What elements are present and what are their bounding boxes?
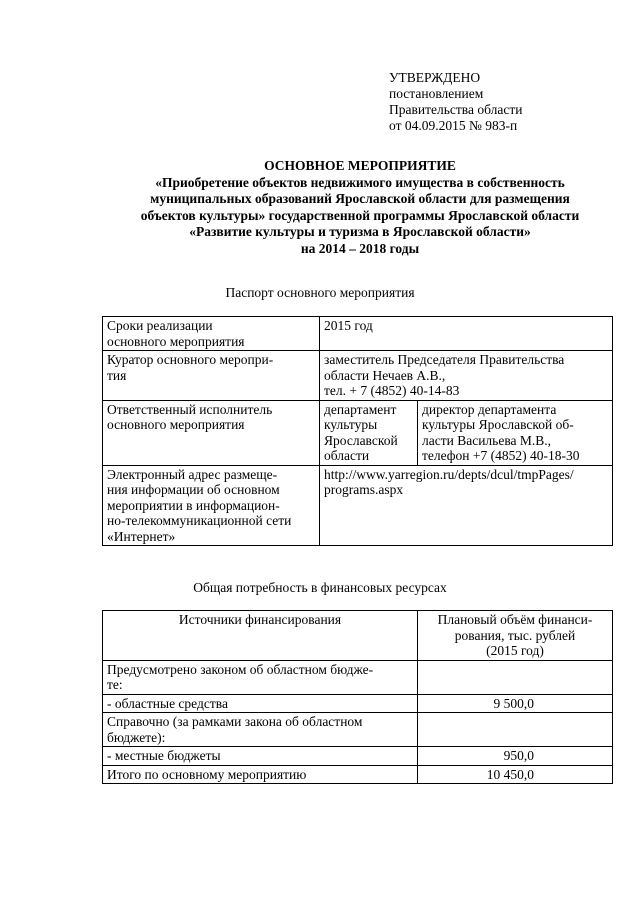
finance-table [102,610,613,784]
table-row [103,317,613,351]
approval-line: постановлением [389,86,484,101]
table-cell-amount: 9 500,0 [418,694,613,713]
table-cell-source: - местные бюджеты [103,747,418,766]
table-row [103,747,613,766]
approval-line: от 04.09.2015 № 983-п [389,118,518,133]
approval-stamp [389,70,589,134]
table-cell-label: Электронный адрес размеще- ния информации об основном мероприятии в информацион- но-телекоммуникационной сети «Интернет» [103,465,320,546]
table-cell-source: Итого по основному мероприятию [103,765,418,784]
column-header-amount: Плановый объём финанси- рования, тыс. рублей (2015 год) [418,611,613,661]
table-cell-amount: 10 450,0 [418,765,613,784]
approval-line: УТВЕРЖДЕНО [389,70,481,85]
table-header-row [103,611,613,661]
table-row-total [103,765,613,784]
url-text: programs.aspx [324,482,404,497]
title-line: ОСНОВНОЕ МЕРОПРИЯТИЕ [264,158,456,173]
approval-line: Правительства области [389,102,523,117]
column-header-source: Источники финансирования [103,611,418,661]
document-title [90,158,630,257]
table-cell-director: директор департамента культуры Ярославской об- ласти Васильева М.В., телефон +7 (4852) 40-18-30 [418,400,613,465]
table-cell-source: - областные средства [103,694,418,713]
table-cell-value [320,465,613,546]
table-cell-source: Предусмотрено законом об областном бюдже- те: [103,660,418,694]
table-row [103,713,613,747]
table-row [103,694,613,713]
passport-table [102,316,613,546]
table-cell-label: Сроки реализации основного мероприятия [103,317,320,351]
table-cell-source: Справочно (за рамками закона об областном бюджете): [103,713,418,747]
table-row [103,465,613,546]
table-cell-label: Ответственный исполнитель основного мероприятия [103,400,320,465]
title-line: объектов культуры» государственной программы Ярославской области [140,207,580,223]
passport-heading: Паспорт основного мероприятия [225,285,415,300]
url-text: http://www.yarregion.ru/depts/dcul/tmpPages/ [324,466,574,482]
table-cell-department: департамент культуры Ярославской области [320,400,418,465]
title-line: муниципальных образований Ярославской области для размещения [150,191,570,206]
table-row [103,351,613,401]
table-cell-amount [418,713,613,747]
table-cell-amount: 950,0 [418,747,613,766]
finance-heading: Общая потребность в финансовых ресурсах [193,580,447,595]
title-line: «Приобретение объектов недвижимого имущества в собственность [155,174,565,190]
table-cell-amount [418,660,613,694]
table-cell-value: заместитель Председателя Правительства области Нечаев А.В., тел. + 7 (4852) 40-14-83 [320,351,613,401]
table-row [103,660,613,694]
table-row [103,400,613,465]
table-cell-label: Куратор основного меропри- тия [103,351,320,401]
title-line: на 2014 – 2018 годы [300,240,420,256]
table-cell-value: 2015 год [320,317,613,351]
title-line: «Развитие культуры и туризма в Ярославской области» [189,224,531,239]
